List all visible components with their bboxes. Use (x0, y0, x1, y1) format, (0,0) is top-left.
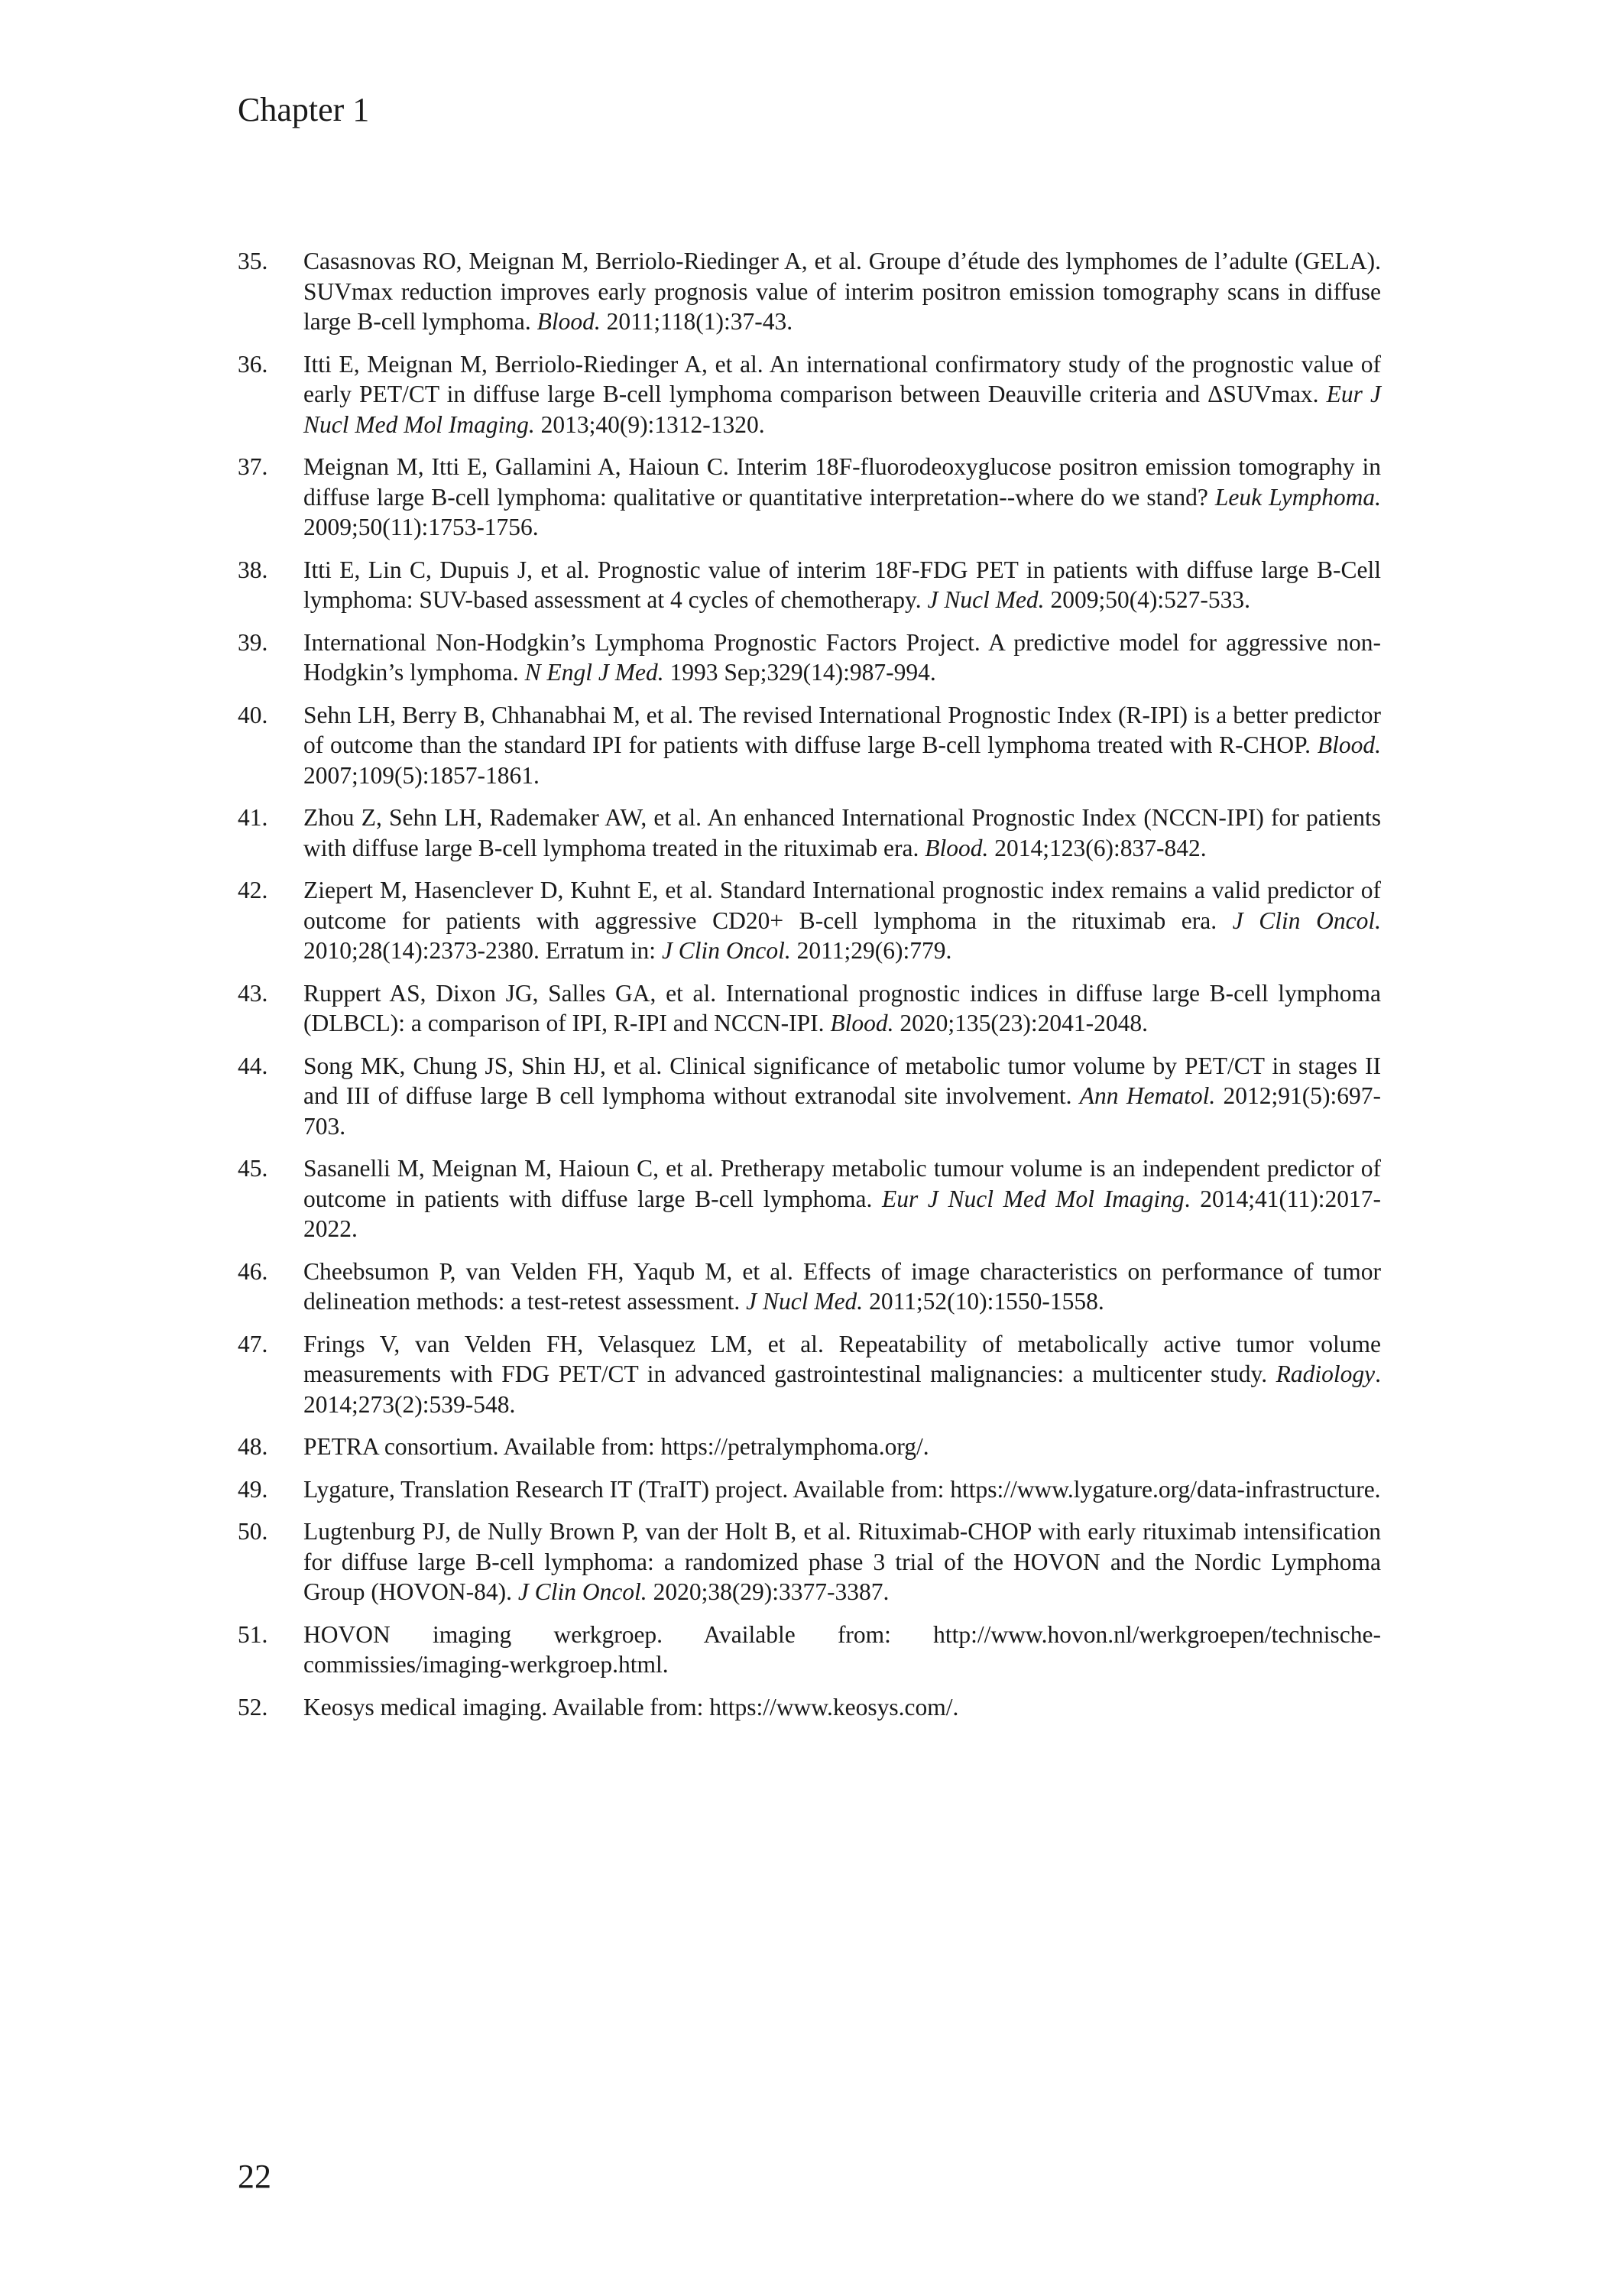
reference-segment: 2007;109(5):1857-1861. (303, 761, 540, 789)
reference-item (238, 555, 1381, 615)
reference-segment: Itti E, Lin C, Dupuis J, et al. Prognostic value of interim 18F-FDG PET in patients with diffuse large B-Cell lymphoma: SUV-based assessment at 4 cycles of chemotherapy. (303, 556, 1381, 613)
reference-item (238, 803, 1381, 863)
reference-text (303, 1474, 1381, 1505)
reference-item (238, 1153, 1381, 1244)
reference-text (303, 803, 1381, 863)
reference-item (238, 452, 1381, 543)
reference-item (238, 1692, 1381, 1723)
journal-title: Leuk Lymphoma. (1214, 483, 1381, 511)
reference-number: 42. (238, 877, 268, 903)
reference-number: 38. (238, 556, 268, 583)
reference-number: 51. (238, 1620, 268, 1648)
reference-number: 47. (238, 1330, 268, 1357)
reference-segment: Sehn LH, Berry B, Chhanabhai M, et al. The revised International Prognostic Index (R-IPI) is a better predictor of outcome than the standard IPI for patients with diffuse large B-cell lymphoma treated with R-CHOP. (303, 701, 1381, 758)
reference-segment: Meignan M, Itti E, Gallamini A, Haioun C. Interim 18F-fluorodeoxyglucose positron emission tomography in diffuse large B-cell lymphoma: qualitative or quantitative interpretation--where do we stand? (303, 453, 1381, 511)
reference-segment: Itti E, Meignan M, Berriolo-Riedinger A, et al. An international confirmatory study of the prognostic value of early PET/CT in diffuse large B-cell lymphoma comparison between Deauville criteria and ΔSUVmax. (303, 350, 1381, 407)
running-header-title: Chapter 1 (238, 91, 370, 128)
journal-title: J Nucl Med. (927, 586, 1045, 613)
journal-title: N Engl J Med. (524, 659, 664, 686)
reference-number: 35. (238, 248, 268, 274)
reference-item (238, 1257, 1381, 1317)
reference-text (303, 1620, 1381, 1680)
reference-segment: 2011;118(1):37-43. (600, 308, 793, 335)
reference-number: 45. (238, 1155, 268, 1182)
reference-segment: . 2014;273(2):539-548. (303, 1361, 1381, 1418)
journal-title: Blood. (1317, 731, 1381, 758)
reference-segment: Lugtenburg PJ, de Nully Brown P, van der Holt B, et al. Rituximab-CHOP with early rituximab intensification for diffuse large B-cell lymphoma: a randomized phase 3 trial of the HOVON and the Nordic Lymphoma Group (HOVON-84). (303, 1518, 1381, 1605)
journal-title: Ann Hematol. (1079, 1082, 1216, 1109)
journal-title: J Clin Oncol. (1232, 906, 1381, 934)
reference-text (303, 1692, 1381, 1723)
reference-text (303, 978, 1381, 1039)
reference-number: 37. (238, 453, 268, 480)
reference-number: 36. (238, 350, 268, 378)
page-number: 22 (238, 2158, 271, 2195)
journal-title: J Nucl Med. (746, 1288, 864, 1315)
journal-title: Radiology (1276, 1361, 1376, 1387)
reference-segment: 2020;38(29):3377-3387. (647, 1578, 890, 1605)
reference-text (303, 246, 1381, 337)
reference-segment: Ruppert AS, Dixon JG, Salles GA, et al. International prognostic indices in diffuse large B-cell lymphoma (DLBCL): a comparison of IPI, R-IPI and NCCN-IPI. (303, 979, 1381, 1036)
journal-title: Blood. (536, 308, 601, 335)
reference-number: 39. (238, 628, 268, 656)
reference-segment: International Non-Hodgkin’s Lymphoma Prognostic Factors Project. A predictive model for aggressive non-Hodgkin’s lymphoma. (303, 628, 1381, 686)
reference-item (238, 1432, 1381, 1462)
reference-text (303, 1257, 1381, 1317)
reference-segment: Ziepert M, Hasenclever D, Kuhnt E, et al. Standard International prognostic index remains a valid predictor of outcome for patients with aggressive CD20+ B-cell lymphoma in the rituximab era. (303, 877, 1381, 934)
reference-text (303, 1329, 1381, 1420)
reference-text (303, 1516, 1381, 1607)
reference-number: 52. (238, 1693, 268, 1721)
reference-number: 46. (238, 1257, 268, 1285)
reference-item (238, 978, 1381, 1039)
reference-text (303, 628, 1381, 688)
reference-segment: Casasnovas RO, Meignan M, Berriolo-Riedinger A, et al. Groupe d’étude des lymphomes de l’adulte (GELA). SUVmax reduction improves early prognosis value of interim positron emission tomography scans in diffuse large B-cell lymphoma. (303, 248, 1381, 335)
reference-item (238, 1051, 1381, 1142)
reference-text (303, 452, 1381, 543)
reference-item (238, 875, 1381, 966)
reference-segment: 2009;50(4):527-533. (1044, 586, 1251, 613)
reference-item (238, 628, 1381, 688)
reference-number: 49. (238, 1475, 268, 1503)
reference-list (238, 246, 1381, 1734)
reference-text (303, 349, 1381, 440)
reference-text (303, 555, 1381, 615)
reference-item (238, 1620, 1381, 1680)
reference-text (303, 1153, 1381, 1244)
reference-segment: 2013;40(9):1312-1320. (534, 410, 765, 438)
reference-number: 48. (238, 1433, 268, 1460)
journal-title: Blood. (830, 1010, 894, 1036)
reference-segment: Zhou Z, Sehn LH, Rademaker AW, et al. An enhanced International Prognostic Index (NCCN-IPI) for patients with diffuse large B-cell lymphoma treated in the rituximab era. (303, 804, 1381, 861)
journal-title: Eur J Nucl Med Mol Imaging (882, 1185, 1185, 1212)
reference-item (238, 246, 1381, 337)
reference-segment: Cheebsumon P, van Velden FH, Yaqub M, et al. Effects of image characteristics on performance of tumor delineation methods: a test-retest assessment. (303, 1257, 1381, 1315)
reference-segment: 2011;29(6):779. (790, 937, 952, 964)
reference-segment: HOVON imaging werkgroep. Available from: http://www.hovon.nl/werkgroepen/technische-commissies/imaging-werkgroep.html. (303, 1620, 1381, 1678)
reference-number: 41. (238, 804, 268, 831)
reference-segment: Keosys medical imaging. Available from: https://www.keosys.com/. (303, 1693, 959, 1721)
reference-item (238, 1474, 1381, 1505)
reference-number: 44. (238, 1052, 268, 1079)
journal-title: Eur J Nucl Med Mol Imaging. (303, 381, 1381, 438)
reference-segment: 2009;50(11):1753-1756. (303, 514, 539, 540)
reference-segment: Frings V, van Velden FH, Velasquez LM, et al. Repeatability of metabolically active tumor volume measurements with FDG PET/CT in advanced gastrointestinal malignancies: a multicenter study. (303, 1330, 1381, 1387)
journal-title: J Clin Oncol. (661, 937, 791, 964)
reference-segment: 2010;28(14):2373-2380. Erratum in: (303, 937, 662, 964)
reference-segment: 2012;91(5):697-703. (303, 1082, 1381, 1140)
reference-segment: Sasanelli M, Meignan M, Haioun C, et al. Pretherapy metabolic tumour volume is an independent predictor of outcome in patients with diffuse large B-cell lymphoma. (303, 1155, 1381, 1212)
reference-number: 50. (238, 1518, 268, 1545)
reference-segment: 2014;123(6):837-842. (988, 834, 1207, 861)
reference-segment: Song MK, Chung JS, Shin HJ, et al. Clinical significance of metabolic tumor volume by PET/CT in stages II and III of diffuse large B cell lymphoma without extranodal site involvement. (303, 1052, 1381, 1109)
reference-text (303, 700, 1381, 791)
journal-title: J Clin Oncol. (517, 1578, 647, 1605)
reference-item (238, 700, 1381, 791)
reference-segment: 2011;52(10):1550-1558. (863, 1288, 1104, 1315)
reference-segment: 2020;135(23):2041-2048. (893, 1010, 1149, 1036)
reference-item (238, 349, 1381, 440)
reference-segment: Lygature, Translation Research IT (TraIT) project. Available from: https://www.lygature.org/data-infrastructure. (303, 1475, 1381, 1503)
reference-item (238, 1516, 1381, 1607)
reference-segment: PETRA consortium. Available from: https://petralymphoma.org/. (303, 1433, 929, 1460)
reference-segment: . 2014;41(11):2017-2022. (303, 1185, 1381, 1242)
reference-text (303, 1432, 1381, 1462)
journal-title: Blood. (925, 834, 989, 861)
reference-text (303, 875, 1381, 966)
reference-text (303, 1051, 1381, 1142)
reference-segment: 1993 Sep;329(14):987-994. (663, 659, 936, 686)
reference-number: 43. (238, 979, 268, 1007)
reference-number: 40. (238, 701, 268, 728)
reference-item (238, 1329, 1381, 1420)
